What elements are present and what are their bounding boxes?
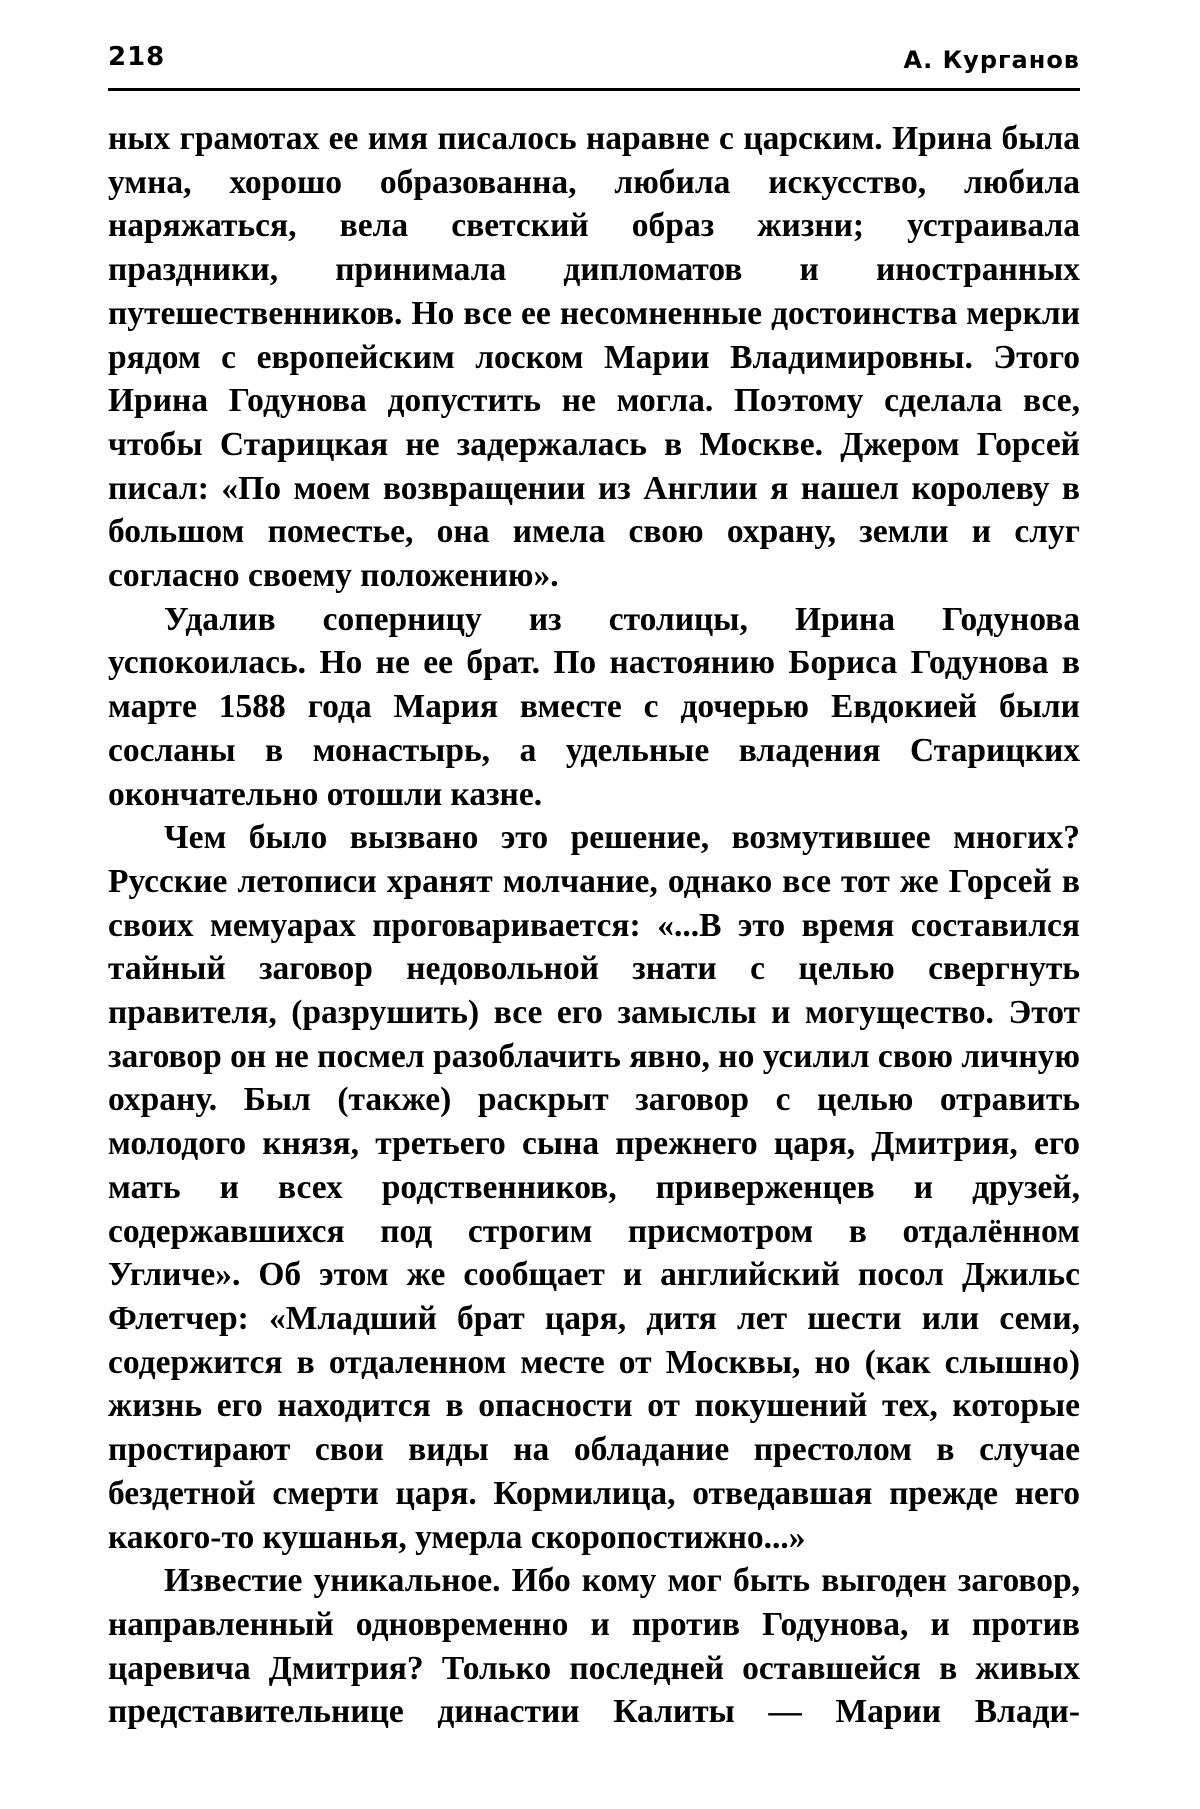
running-header-author: А. Курганов	[903, 46, 1080, 74]
running-header	[108, 40, 1080, 91]
book-page	[108, 40, 1080, 1780]
body-text	[108, 117, 1080, 1734]
paragraph-1: ных грамотах ее имя писалось наравне с царским. Ирина была умна, хорошо образованна, любила искусство, любила наряжаться, вела светский образ жизни; устраивала праздники, принимала дипломатов и иностранных путешественников. Но все ее несомненные достоинства меркли рядом с европейским лоском Марии Владимировны. Этого Ирина Годунова допустить не могла. Поэтому сделала все, чтобы Старицкая не задержалась в Москве. Джером Горсей писал: «По моем возвращении из Англии я нашел королеву в большом поместье, она имела свою охрану, земли и слуг согласно своему положению».	[108, 120, 1080, 595]
paragraph-2: Удалив соперницу из столицы, Ирина Годунова успокоилась. Но не ее брат. По настоянию Бориса Годунова в марте 1588 года Мария вместе с дочерью Евдокией были сосланы в монастырь, а удельные владения Старицких окончательно отошли казне.	[108, 600, 1080, 813]
paragraph-3: Чем было вызвано это решение, возмутившее многих? Русские летописи хранят молчание, однако все тот же Горсей в своих мемуарах проговаривается: «...В это время составился тайный заговор недовольной знати с целью свергнуть правителя, (разрушить) все его замыслы и могущество. Этот заговор он не посмел разоблачить явно, но усилил свою личную охрану. Был (также) раскрыт заговор с целью отравить молодого князя, третьего сына прежнего царя, Дмитрия, его мать и всех родственников, приверженцев и друзей, содержавшихся под строгим присмотром в отдалённом Угличе». Об этом же сообщает и английский посол Джильс Флетчер: «Младший брат царя, дитя лет шести или семи, содержится в отдаленном месте от Москвы, но (как слышно) жизнь его находится в опасности от покушений тех, которые простирают свои виды на обладание престолом в случае бездетной смерти царя. Кормилица, отведавшая прежде него какого-то кушанья, умерла скоропостижно...»	[108, 819, 1080, 1556]
paragraph-4: Известие уникальное. Ибо кому мог быть выгоден заговор, направленный одновременно и против Годунова, и против царевича Дмитрия? Только последней оставшейся в живых представительнице династии Калиты — Марии Влади-	[108, 1562, 1080, 1731]
page-number: 218	[108, 42, 166, 72]
